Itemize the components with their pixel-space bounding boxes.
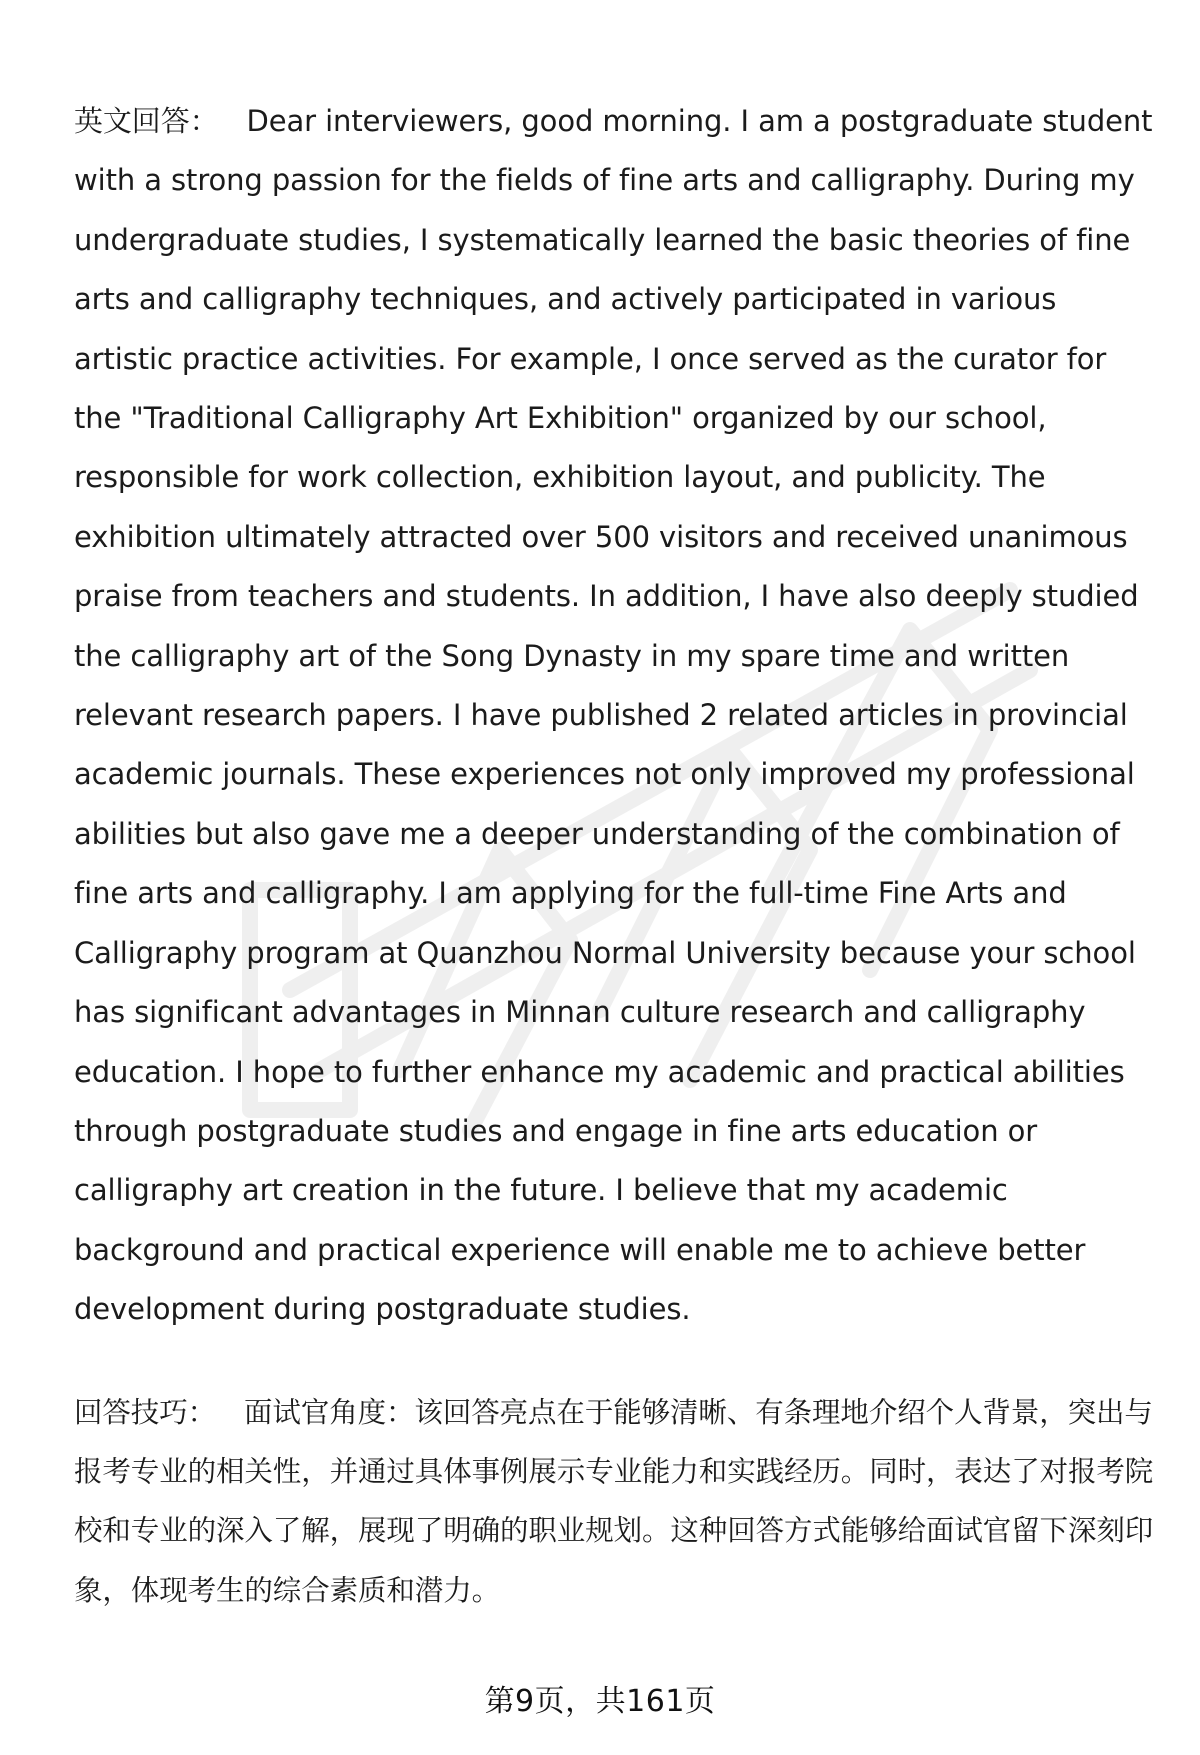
answer-tips-text: 面试官角度：该回答亮点在于能够清晰、有条理地介绍个人背景，突出与报考专业的相关性，并通过具体事例展示专业能力和实践经历。同时，表达了对报考院校和专业的深入了解，展现了明确的职业规划。这种回答方式能够给面试官留下深刻印象，体现考生的综合素质和潜力。 — [74, 1395, 1154, 1607]
answer-tips-label: 回答技巧： — [74, 1395, 217, 1429]
page-number: 第9页，共161页 — [484, 1684, 716, 1719]
document-content — [74, 92, 1154, 1620]
answer-tips-paragraph — [74, 1383, 1154, 1621]
english-answer-paragraph — [74, 92, 1154, 1340]
english-answer-label: 英文回答： — [74, 104, 219, 138]
english-answer-text: Dear interviewers, good morning. I am a postgraduate student with a strong passion for the fields of fine arts and calligraphy. During my undergraduate studies, I systematically learned the basic theories of fine arts and calligraphy techniques, and actively participated in various artistic practice activities. For example, I once served as the curator for the "Traditional Calligraphy Art Exhibition" organized by our school, responsible for work collection, exhibition layout, and publicity. The exhibition ultimately attracted over 500 visitors and received unanimous praise from teachers and students. In addition, I have also deeply studied the calligraphy art of the Song Dynasty in my spare time and written relevant research papers. I have published 2 related articles in provincial academic journals. These experiences not only improved my professional abilities but also gave me a deeper understanding of the combination of fine arts and calligraphy. I am applying for the full-time Fine Arts and Calligraphy program at Quanzhou Normal University because your school has significant advantages in Minnan culture research and calligraphy education. I hope to further enhance my academic and practical abilities through postgraduate studies and engage in fine arts education or calligraphy art creation in the future. I believe that my academic background and practical experience will enable me to achieve better development during postgraduate studies. — [74, 104, 1153, 1327]
